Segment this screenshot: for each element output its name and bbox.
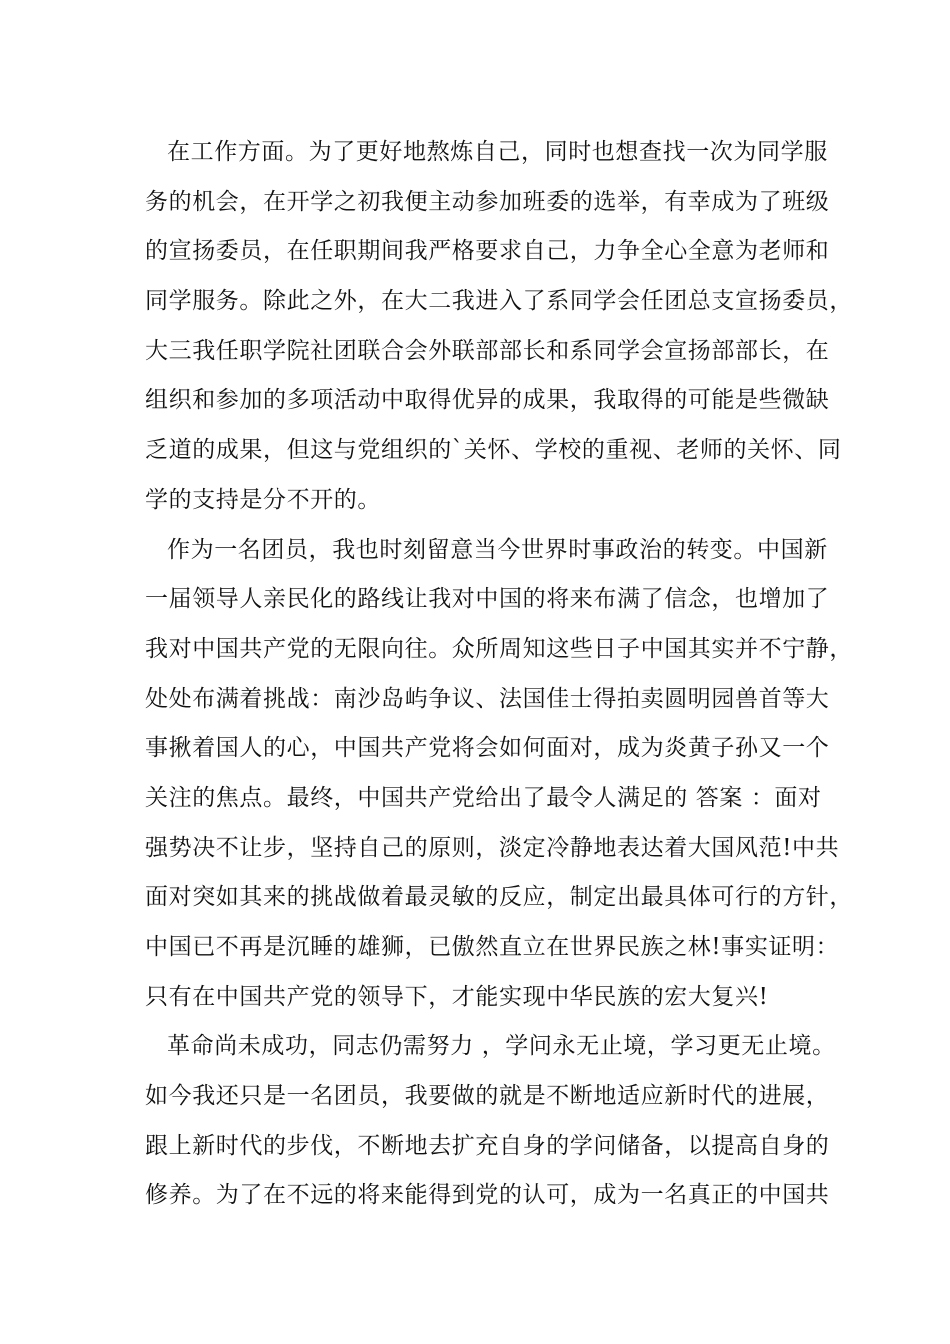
paragraph-revolution	[145, 1022, 845, 1221]
text-line: 事揪着国人的心，中国共产党将会如何面对，成为炎黄子孙又一个	[145, 735, 830, 762]
text-line: 组织和参加的多项活动中取得优异的成果，我取得的可能是些微缺	[145, 387, 830, 414]
text-line: 革命尚未成功，同志仍需努力 ，学问永无止境，学习更无止境。	[167, 1033, 836, 1060]
text-line: 面对突如其来的挑战做着最灵敏的反应，制定出最具体可行的方针，	[145, 884, 853, 911]
text-line: 如今我还只是一名团员，我要做的就是不断地适应新时代的进展，	[145, 1083, 830, 1110]
text-line: 修养。为了在不远的将来能得到党的认可，成为一名真正的中国共	[145, 1182, 830, 1209]
text-line: 同学服务。除此之外，在大二我进入了系同学会任团总支宣扬委员，	[145, 288, 853, 315]
text-line: 的宣扬委员，在任职期间我严格要求自己，力争全心全意为老师和	[145, 238, 830, 265]
text-line: 关注的焦点。最终，中国共产党给出了最令人满足的 答案 ：面对	[145, 784, 822, 811]
text-line: 乏道的成果，但这与党组织的`关怀、学校的重视、老师的关怀、同	[145, 437, 842, 464]
paragraph-politics	[145, 526, 853, 1023]
text-line: 中国已不再是沉睡的雄狮，已傲然直立在世界民族之林!事实证明：	[145, 934, 840, 960]
body-text	[145, 128, 853, 1221]
text-line: 在工作方面。为了更好地熬炼自己，同时也想查找一次为同学服	[167, 139, 828, 165]
paragraph-work	[145, 128, 853, 526]
text-line: 学的支持是分不开的。	[145, 486, 381, 513]
text-line: 一届领导人亲民化的路线让我对中国的将来布满了信念，也增加了	[145, 586, 830, 613]
text-line: 强势决不让步，坚持自己的原则，淡定冷静地表达着大国风范!中共	[145, 834, 840, 861]
text-line: 只有在中国共产党的领导下，才能实现中华民族的宏大复兴!	[145, 983, 769, 1010]
text-line: 务的机会，在开学之初我便主动参加班委的选举，有幸成为了班级	[145, 188, 830, 215]
text-line: 跟上新时代的步伐，不断地去扩充自身的学问储备，以提高自身的	[145, 1132, 830, 1159]
text-line: 我对中国共产党的无限向往。众所周知这些日子中国其实并不宁静，	[145, 635, 853, 662]
text-line: 处处布满着挑战：南沙岛屿争议、法国佳士得拍卖圆明园兽首等大	[145, 685, 830, 712]
text-line: 作为一名团员，我也时刻留意当今世界时事政治的转变。中国新	[167, 536, 828, 563]
text-line: 大三我任职学院社团联合会外联部部长和系同学会宣扬部部长，在	[145, 337, 830, 364]
